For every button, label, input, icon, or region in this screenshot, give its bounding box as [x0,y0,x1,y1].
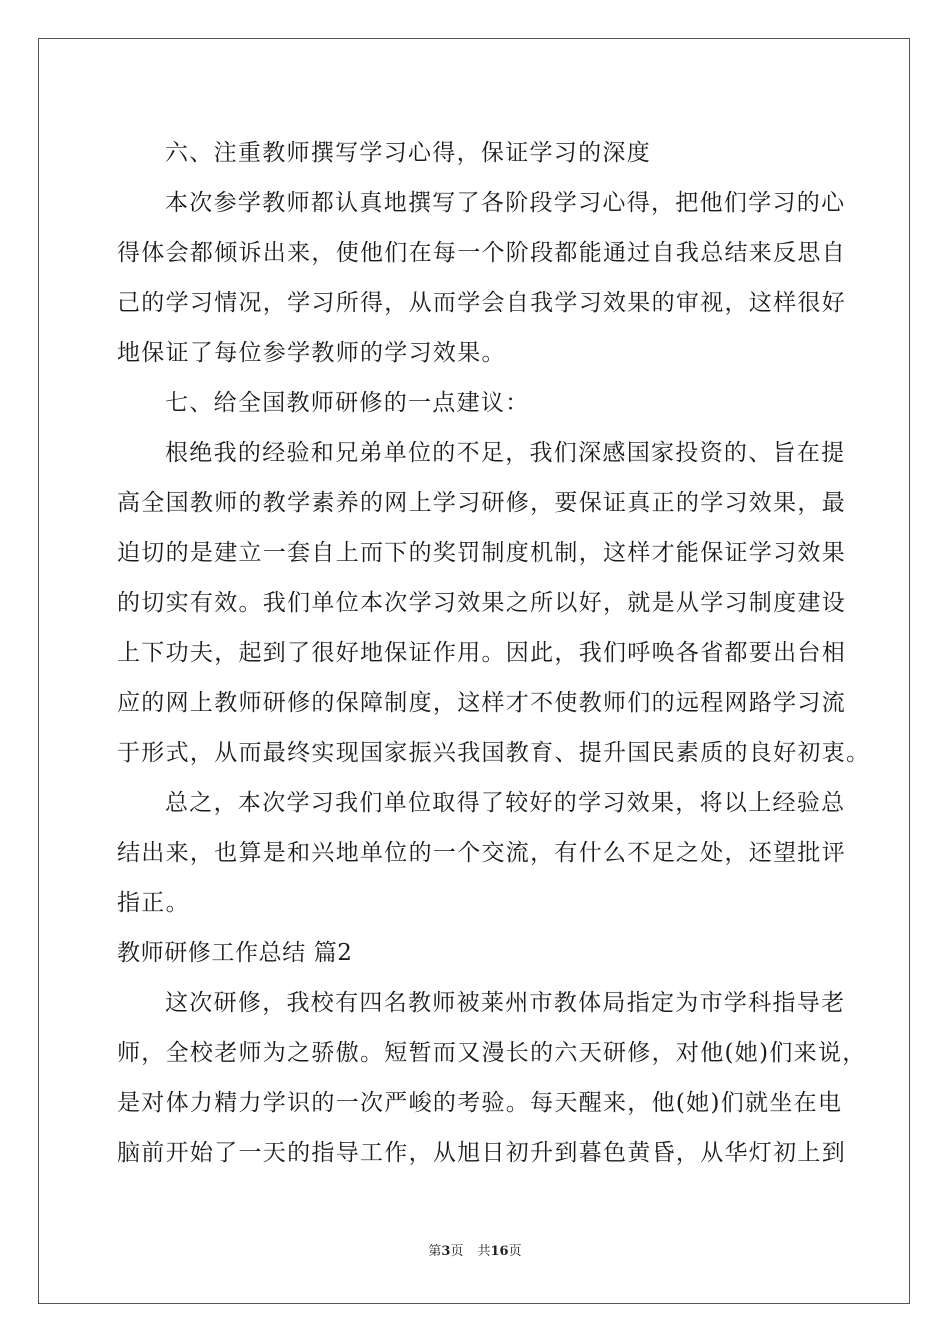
document-body [117,128,871,1178]
paragraph-line: 于形式，从而最终实现国家振兴我国教育、提升国民素质的良好初衷。 [117,740,871,766]
section-heading: 六、注重教师撰写学习心得，保证学习的深度 [165,140,651,166]
section-heading: 七、给全国教师研修的一点建议： [165,390,530,416]
paragraph-line: 根绝我的经验和兄弟单位的不足，我们深感国家投资的、旨在提 [165,440,846,466]
paragraph-line: 地保证了每位参学教师的学习效果。 [117,340,506,366]
paragraph-line: 脑前开始了一天的指导工作，从旭日初升到暮色黄昏，从华灯初上到 [117,1140,846,1166]
paragraph-line: 高全国教师的教学素养的网上学习研修，要保证真正的学习效果，最 [117,490,846,516]
page-prefix: 第 [428,1244,442,1259]
paragraph-line: 得体会都倾诉出来，使他们在每一个阶段都能通过自我总结来反思自 [117,240,846,266]
article-title: 教师研修工作总结 篇2 [117,940,353,966]
total-prefix: 共 [477,1244,491,1259]
paragraph-line: 的切实有效。我们单位本次学习效果之所以好，就是从学习制度建设 [117,590,846,616]
page-current: 3 [441,1244,451,1259]
paragraph-line: 应的网上教师研修的保障制度，这样才不使教师们的远程网路学习流 [117,690,846,716]
total-unit: 页 [508,1244,522,1259]
paragraph-line: 迫切的是建立一套自上而下的奖罚制度机制，这样才能保证学习效果 [117,540,846,566]
page-footer [0,1240,950,1259]
page-total: 16 [490,1244,509,1259]
paragraph-line: 结出来，也算是和兴地单位的一个交流，有什么不足之处，还望批评 [117,840,846,866]
paragraph-line: 本次参学教师都认真地撰写了各阶段学习心得，把他们学习的心 [165,190,846,216]
paragraph-line: 这次研修，我校有四名教师被莱州市教体局指定为市学科指导老 [165,990,846,1016]
paragraph-line: 己的学习情况，学习所得，从而学会自我学习效果的审视，这样很好 [117,290,846,316]
paragraph-line: 指正。 [117,890,190,916]
paragraph-line: 师，全校老师为之骄傲。短暂而又漫长的六天研修，对他(她)们来说， [117,1040,867,1066]
page-unit: 页 [450,1244,464,1259]
paragraph-line: 上下功夫，起到了很好地保证作用。因此，我们呼唤各省都要出台相 [117,640,846,666]
paragraph-line: 总之，本次学习我们单位取得了较好的学习效果，将以上经验总 [165,790,846,816]
paragraph-line: 是对体力精力学识的一次严峻的考验。每天醒来，他(她)们就坐在电 [117,1090,843,1116]
